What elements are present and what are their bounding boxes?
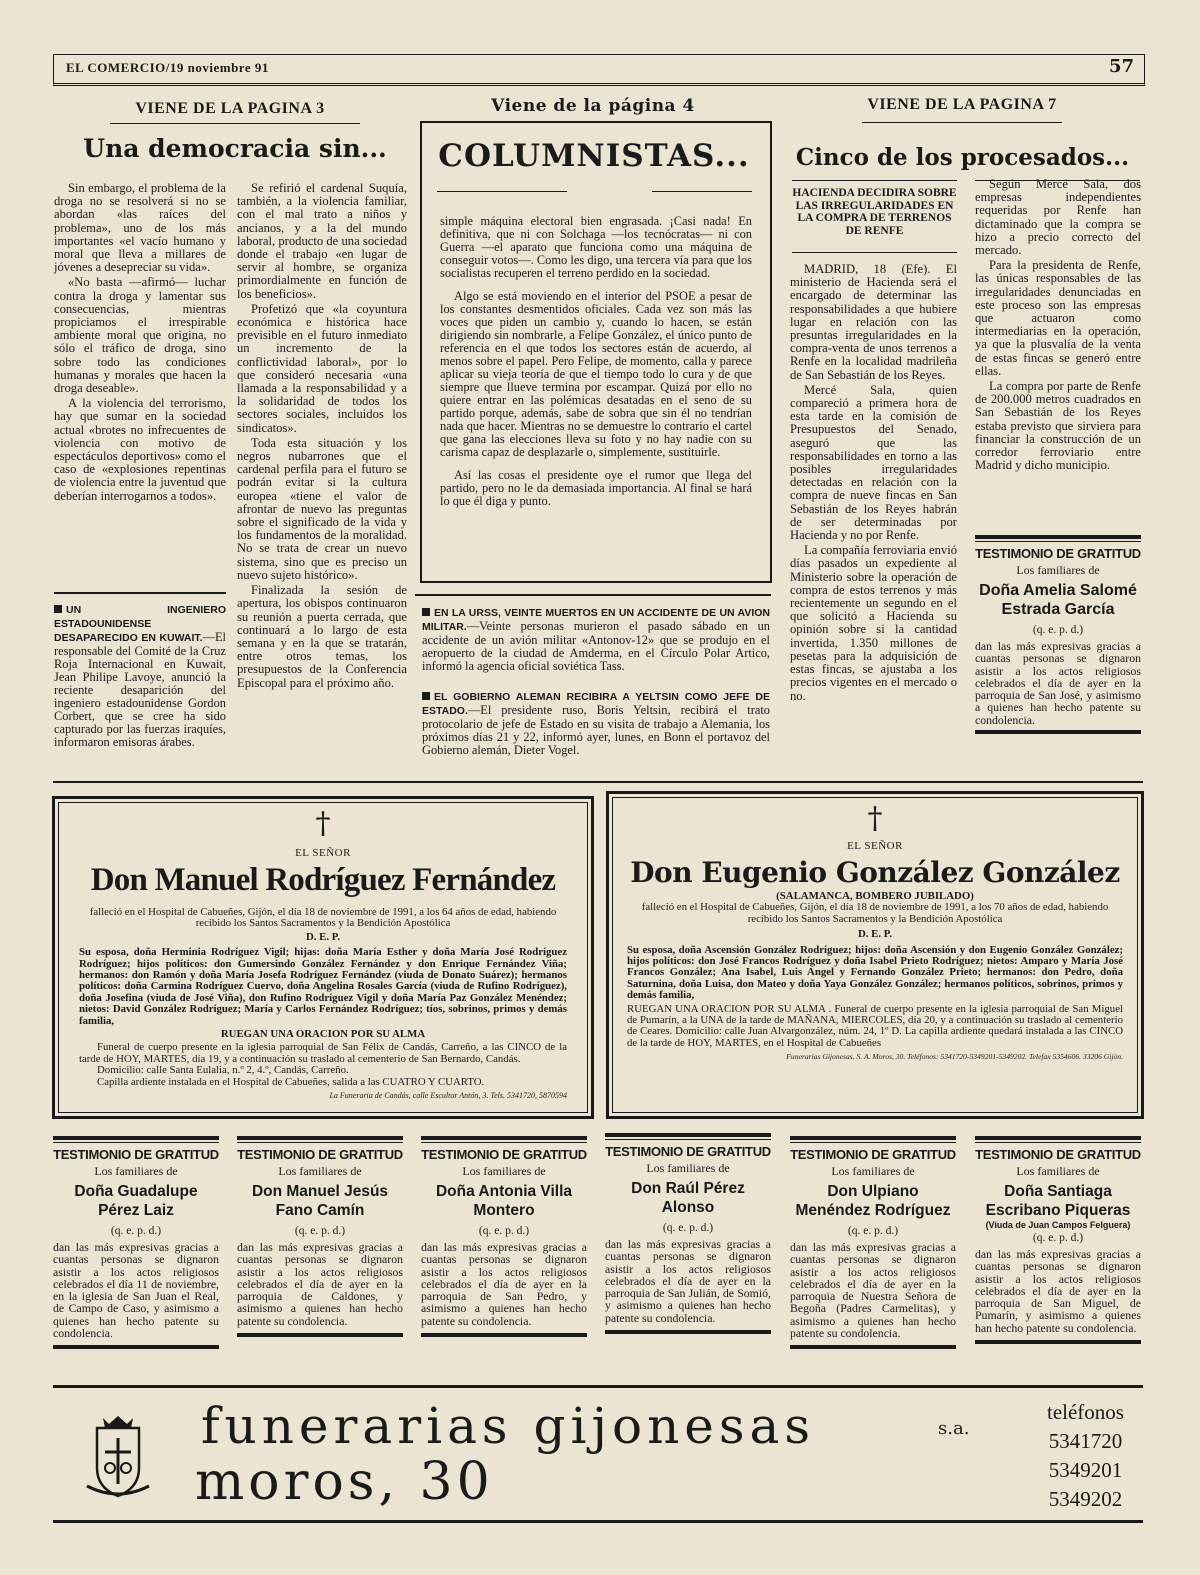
bullet-square-icon <box>422 608 430 616</box>
obit-line: falleció en el Hospital de Cabueñes, Gijón, el día 18 de noviembre de 1991, a los 70 años de edad, habiendo recibido los Santos Sacramentos y la Bendición Apostólica <box>641 901 1109 925</box>
notice-family: Los familiares de <box>1016 563 1100 577</box>
ad-brand: funerarias gijonesas <box>201 1397 815 1455</box>
ad-top-rule <box>53 1385 1143 1388</box>
phone-number: 5349201 <box>1048 1458 1123 1482</box>
left-kicker-rule <box>110 123 360 124</box>
obituary-left <box>52 796 594 1119</box>
paragraph: MADRID, 18 (Efe). El ministerio de Hacienda será el encargado de determinar las responsabilidades a que hubiere lugar en relación con las presuntas irregularidades en la compra-venta de unos terrenos a Renfe en la localidad madrileña de San Sebastián de los Reyes. <box>790 262 957 382</box>
notice-name: Doña Santiaga Escribano Piqueras <box>985 1183 1131 1219</box>
notice-rule <box>975 1136 1141 1140</box>
brief-body: —El responsable del Comité de la Cruz Roja Internacional en Kuwait, Jean Philipe Lavoye, anunció la reciente desaparición del ingeniero estadounidense Gordon Corbert, que se cree ha sido capturado por las fuerzas iraquíes, informaron emisoras árabes. <box>54 630 226 749</box>
center-brief-rule <box>415 594 771 596</box>
obit-line: falleció en el Hospital de Cabueñes, Gijón, el día 18 de noviembre de 1991, a los 64 años de edad, habiendo recibido los Santos Sacramentos y la Bendición Apostólica <box>89 906 557 930</box>
gratitude-notice <box>790 1136 956 1349</box>
notice-qepd: (q. e. p. d.) <box>662 1222 714 1234</box>
masthead: EL COMERCIO/19 noviembre 91 <box>66 60 269 75</box>
notice-family: Los familiares de <box>646 1161 730 1175</box>
bullet-square-icon <box>422 692 430 700</box>
phones-label: teléfonos <box>1047 1400 1124 1424</box>
notice-title: TESTIMONIO DE GRATITUD <box>605 1144 771 1159</box>
obit-funeral: RUEGAN UNA ORACION POR SU ALMA . Funeral de cuerpo presente en la iglesia parroquial de San Miguel de Pumarín, a la UNA de la tarde de MAÑANA, MIERCOLES, día 20, y a continuación su traslado al cementerio de Ceares. Domicilio: calle Juan Alvargonzález, núm. 24, 1º D. La capilla ardiente quedará instalada a las CINCO de la tarde de HOY, MARTES, en el Hospital de Cabueñes <box>627 1002 1123 1049</box>
notice-rule <box>975 1142 1141 1143</box>
notice-subtitle: (Viuda de Juan Campos Felguera) <box>985 1220 1131 1230</box>
brief-kuwait <box>54 603 226 749</box>
paragraph: Se refirió el cardenal Suquía, también, a la violencia familiar, con el mal trato a niños y ancianos, y a la del mundo laboral, producto de una sociedad donde el trabajo «en lugar de servir al hombre, se organiza primordialmente en función de los beneficios». <box>237 181 407 301</box>
left-column-1 <box>54 182 226 505</box>
coat-of-arms-icon <box>83 1410 153 1500</box>
notice-rule <box>790 1345 956 1349</box>
notice-rule <box>237 1333 403 1337</box>
gratitude-notice <box>421 1136 587 1337</box>
paragraph: Para la presidenta de Renfe, las únicas responsables de las irregularidades denunciadas en este proceso son las empresas que actuaron como intermediarias en la operación, ya que la plusvalía de la venta de estas fincas se generó entre ellas. <box>975 258 1141 378</box>
obit-credit: Funerarias Gijonesas, S. A. Moros, 30. Teléfonos: 5341720-5349201-5349202. Telefax 5354606. 33206 Gijón. <box>786 1052 1123 1062</box>
obit-chapel: Capilla ardiente instalada en el Hospital de Cabueñes, salida a las CUATRO Y CUARTO. <box>97 1075 485 1088</box>
right-subhead: HACIENDA DECIDIRA SOBRE LAS IRREGULARIDADES EN LA COMPRA DE TERRENOS DE RENFE <box>792 187 957 237</box>
obit-label: EL SEÑOR <box>295 847 351 859</box>
center-kicker: Viene de la página 4 <box>491 96 695 116</box>
notice-rule <box>237 1136 403 1140</box>
brief-lead: UN INGENIERO ESTADOUNIDENSE DESAPARECIDO EN KUWAIT. <box>54 604 226 644</box>
paragraph: Según Mercé Sala, dos empresas independientes requeridas por Renfe han dictaminado que la compra se hizo a precio correcto del mercado. <box>975 177 1141 258</box>
notice-rule <box>975 730 1141 734</box>
notice-rule <box>237 1142 403 1143</box>
notice-body: dan las más expresivas gracias a cuantas personas se dignaron asistir a los actos religiosos celebrados el día de ayer en la parroquia de Nuestra Señora de Begoña (Padres Carmelitas), y asimismo a quienes han hecho patente su condolencia. <box>790 1240 956 1341</box>
obit-dep: D. E. P. <box>305 930 341 943</box>
notice-rule <box>421 1142 587 1143</box>
obit-family: Su esposa, doña Ascensión González Rodríguez; hijos: doña Ascensión y don Eugenio González González; hijos políticos: don José Francos Rodríguez y doña Isabel Prieto Rodríguez; nietos: Amparo y María José Francos González; Ana Isabel, Luis Angel y Fernando González Prieto; hermanos: don Pedro, doña Saturnina, doña Luisa, don Mateo y doña Yaya González González; hermanos políticos, sobrinos, primos y demás familia, <box>627 943 1123 1002</box>
notice-qepd: (q. e. p. d.) <box>847 1225 899 1237</box>
paragraph: Toda esta situación y los negros nubarrones que el cardenal perfila para el futuro se podrán evitar si la cultura europea «tiene el valor de afrontar de nuevo las preguntas sobre el significado de la vida y los fundamentos de la moralidad. No se trata de crear un nuevo sistema, sino que es preciso un nuevo sujeto histórico». <box>237 435 407 582</box>
right-title-rule-left <box>792 180 957 181</box>
notice-rule <box>605 1139 771 1140</box>
obit-name: Don Manuel Rodríguez Fernández <box>90 862 556 898</box>
notice-family: Los familiares de <box>831 1164 915 1178</box>
notice-title: TESTIMONIO DE GRATITUD <box>53 1147 219 1162</box>
notice-name: Don Manuel Jesús Fano Camín <box>251 1183 389 1219</box>
notice-rule <box>605 1133 771 1137</box>
center-headline: COLUMNISTAS... <box>438 138 750 174</box>
center-title-rule-right <box>652 191 752 192</box>
paragraph: Sin embargo, el problema de la droga no se resolverá si no se abordan «las raíces del problema», uno de los más importantes «el vacío humano y moral que lleva a millares de jóvenes a desepreciar su vida». <box>54 181 226 275</box>
right-column-2 <box>975 178 1141 474</box>
section-divider <box>53 781 1143 783</box>
ad-banner <box>53 1392 1143 1517</box>
notice-qepd: (q. e. p. d.) <box>1032 624 1084 636</box>
obit-credit: La Funeraria de Candás, calle Escultor Antón, 3. Tels. 5341720, 5870594 <box>329 1091 567 1101</box>
notice-title: TESTIMONIO DE GRATITUD <box>421 1147 587 1162</box>
obit-label: EL SEÑOR <box>847 840 903 852</box>
left-column-2 <box>237 182 407 692</box>
brief-yeltsin <box>422 690 770 757</box>
notice-body: dan las más expresivas gracias a cuantas personas se dignaron asistir a los actos religiosos celebrados el día de ayer en la parroquia de San José, y asimismo a quienes han hecho patente su condolencia. <box>975 639 1141 727</box>
center-column <box>440 215 752 510</box>
notice-rule <box>975 1340 1141 1344</box>
left-headline: Una democracia sin... <box>83 134 387 163</box>
obit-funeral: Funeral de cuerpo presente en la iglesia parroquial de San Félix de Candás, Carreño, a las CINCO de la tarde de HOY, MARTES, día 19, y a continuación su traslado al cementerio de San Bernardo, Candás. <box>79 1041 567 1065</box>
notice-qepd: (q. e. p. d.) <box>1032 1232 1084 1244</box>
notice-body: dan las más expresivas gracias a cuantas personas se dignaron asistir a los actos religiosos celebrados el día de ayer en la parroquia de Caldones, y asimismo a quienes han hecho patente su condolencia. <box>237 1240 403 1328</box>
brief-body: —Veinte personas murieron el pasado sábado en un accidente de un avión militar «Antonov-12» que se produjo en el aeropuerto de la ciudad de Amderma, en el Círculo Polar Artico, informó la agencia oficial soviética Tass. <box>422 619 770 673</box>
brief-body: —El presidente ruso, Boris Yeltsin, recibirá el trato protocolario de jefe de Estado en su visita de trabajo a Alemania, los próximos días 21 y 22, informó ayer, lunes, en Bonn el portavoz del Gobierno alemán, Dieter Vogel. <box>422 703 770 757</box>
notice-rule <box>421 1333 587 1337</box>
page-number: 57 <box>1108 56 1134 77</box>
notice-family: Los familiares de <box>94 1164 178 1178</box>
notice-family: Los familiares de <box>1016 1164 1100 1178</box>
notice-body: dan las más expresivas gracias a cuantas personas se dignaron asistir a los actos religiosos celebrados el día de ayer en la parroquia de San Miguel, de Pumarín, y asimismo a quienes han hecho patente su condolencia. <box>975 1247 1141 1335</box>
brief-urss <box>422 606 770 673</box>
notice-title: TESTIMONIO DE GRATITUD <box>790 1147 956 1162</box>
obituary-right <box>606 791 1144 1119</box>
notice-rule <box>975 541 1141 542</box>
gratitude-notice <box>975 1136 1141 1344</box>
left-kicker: VIENE DE LA PAGINA 3 <box>135 100 325 117</box>
cross-icon: † <box>867 801 883 836</box>
page-header <box>53 54 1145 86</box>
notice-name: Doña Amelia Salomé Estrada García <box>979 582 1137 618</box>
notice-name: Doña Antonia Villa Montero <box>435 1183 573 1219</box>
notice-rule <box>53 1136 219 1140</box>
notice-title: TESTIMONIO DE GRATITUD <box>975 546 1141 561</box>
notice-rule <box>421 1136 587 1140</box>
center-title-rule-left <box>437 191 567 192</box>
left-brief-rule <box>54 592 226 594</box>
notice-qepd: (q. e. p. d.) <box>294 1225 346 1237</box>
paragraph: La compañía ferroviaria envió días pasados un expediente al Ministerio sobre la operación de compra de estos terrenos y más recientemente un segundo en el que solicitó a Hacienda su opinión sobre si la cantidad invertida, 1.350 millones de pesetas para la adquisición de estas fincas, se ajustaba a los precios vigentes en el mercado o no. <box>790 543 957 703</box>
right-column-1 <box>790 263 957 705</box>
paragraph: Así las cosas el presidente oye el rumor que llega del partido, pero no le da demasiada importancia. Al final se hará lo que él diga y punto. <box>440 468 752 508</box>
phone-number: 5341720 <box>1048 1429 1123 1453</box>
notice-family: Los familiares de <box>278 1164 362 1178</box>
obit-pray: RUEGAN UNA ORACION POR SU ALMA <box>220 1028 426 1041</box>
paragraph: simple máquina electoral bien engrasada. ¡Casi nada! En definitiva, que ni con Solchaga —los tecnócratas— ni con Guerra —el aparato que funciona como una máquina de conseguir votos—. Como les digo, una tercera vía para que los socialistas recuperen el terreno perdido en la sociedad. <box>440 214 752 280</box>
brief-lead: EL GOBIERNO ALEMAN RECIBIRA A YELTSIN COMO JEFE DE ESTADO. <box>422 691 770 717</box>
notice-family: Los familiares de <box>462 1164 546 1178</box>
notice-rule <box>790 1142 956 1143</box>
paragraph: Mercé Sala, quien compareció a primera hora de esta tarde en la comisión de Presupuestos del Senado, aseguró que las responsabilidades en torno a las posibles irregularidades detectadas en relación con la compra de nueve fincas en San Sebastián de los Reyes habrán de ser determinadas por Hacienda y no por Renfe. <box>790 382 957 543</box>
notice-body: dan las más expresivas gracias a cuantas personas se dignaron asistir a los actos religiosos celebrados el día 11 de noviembre, en la iglesia de San Juan el Real, de Campo de Caso, y asimismo a quienes han hecho patente su condolencia. <box>53 1240 219 1341</box>
right-kicker: VIENE DE LA PAGINA 7 <box>867 96 1057 113</box>
notice-rule <box>975 535 1141 539</box>
notice-name: Don Raúl Pérez Alonso <box>631 1180 745 1216</box>
paragraph: A la violencia del terrorismo, hay que sumar en la sociedad actual «brotes no infrecuentes de violencia con motivo de espectáculos deportivos» como el caso de «explosiones repentinas de violencia entre la juventud que deberían interrogarnos a todos». <box>54 396 226 503</box>
notice-rule <box>790 1136 956 1140</box>
ad-phones <box>1038 1398 1133 1514</box>
paragraph: «No basta —afirmó— luchar contra la droga y lamentar sus consecuencias, mientras propiciamos el irrespirable ambiente moral que origina, no sólo el tráfico de droga, sino sobre todo las condiciones humanas y morales que hacen la droga deseable». <box>54 275 226 396</box>
paragraph: La compra por parte de Renfe de 200.000 metros cuadrados en San Sebastián de los Reyes estaba previsto que sirviera para financiar la construcción de un corredor ferroviario entre Madrid y dicho municipio. <box>975 379 1141 473</box>
notice-body: dan las más expresivas gracias a cuantas personas se dignaron asistir a los actos religiosos celebrados el día de ayer en la parroquia de San Julián, de Somió, y asimismo a quienes han hecho patente su condolencia. <box>605 1237 771 1325</box>
paragraph: Finalizada la sesión de apertura, los obispos continuaron su reunión a puerta cerrada, que continuará a lo largo de esta semana y en la que se tratarán, entre otros temas, los presupuestos de la Conferencia Episcopal para el próximo año. <box>237 583 407 690</box>
obit-dep: D. E. P. <box>857 928 893 941</box>
right-headline: Cinco de los procesados... <box>795 144 1130 171</box>
right-kicker-rule <box>862 122 1062 123</box>
notice-rule <box>53 1142 219 1143</box>
ad-bottom-rule <box>53 1520 1143 1523</box>
obit-family: Su esposa, doña Herminia Rodríguez Vigil; hijas: doña María Esther y doña María José Rodríguez Rodríguez; hijos políticos: don Gumersindo González Fernández y don Enrique Fernández Viña; hermanos: don Ramón y doña María Josefa Rodríguez Fernández (viuda de Donato Suárez); hermanos políticos: doña Carmina Rodríguez Cuervo, doña Angelina Rosales García (viuda de Rufino Rodríguez), doña Josefina (viuda de José Viña), don Rufino Rodríguez Vigil y doña María Paz González Menéndez; nietos: David González Rodríguez; María y Carlos Fernández Rodríguez; tíos, sobrinos, primos y demás familia, <box>79 946 567 1027</box>
notice-qepd: (q. e. p. d.) <box>478 1225 530 1237</box>
notice-qepd: (q. e. p. d.) <box>110 1225 162 1237</box>
phone-number: 5349202 <box>1048 1487 1123 1511</box>
notice-body: dan las más expresivas gracias a cuantas personas se dignaron asistir a los actos religiosos celebrados el día de ayer en la parroquia de San Pedro, y asimismo a quienes han hecho patente su condolencia. <box>421 1240 587 1328</box>
paragraph: Algo se está moviendo en el interior del PSOE a pesar de los constantes desmentidos oficiales. Cada vez son más las voces que piden un cambio y, cuando lo hacen, se están dirigiendo sin nombrarle, a Felipe González, el único punto de referencia en el que todos los sectores están de acuerdo, al menos sobre el papel. Pero Felipe, de momento, calla y parece aplicar su vieja teoría de que el tiempo todo lo cura y de que siempre que llueve termina por escampar. Quizá por ello no quiere entrar en las polémicas desatadas en el seno de su partido porque, además, sabe de sobra que sin él no tendrían nada que hacer. Mientras no se demuestre lo contrario el cartel que gana las elecciones lleva su foto y no hay nadie con su carisma capaz de desplazarle o, simplemente, sustituirle. <box>440 289 752 459</box>
cross-icon: † <box>315 806 331 841</box>
paragraph: Profetizó que «la coyuntura económica e histórica hace previsible en el futuro inmediato un incremento de la conflictividad laboral», por lo que consideró necesaria «una llamada a la responsabilidad y a la solidaridad de todos los sectores sociales, incluidos los sindicatos». <box>237 301 407 435</box>
bullet-square-icon <box>54 605 62 613</box>
notice-title: TESTIMONIO DE GRATITUD <box>237 1147 403 1162</box>
obit-domicile: Domicilio: calle Santa Eulalia, n.º 2, 4.º, Candás, Carreño. <box>97 1064 349 1077</box>
notice-rule <box>605 1330 771 1334</box>
gratitude-notice <box>53 1136 219 1349</box>
gratitude-notice <box>605 1133 771 1334</box>
brief-lead: EN LA URSS, VEINTE MUERTOS EN UN ACCIDENTE DE UN AVION MILITAR. <box>422 607 770 633</box>
notice-name: Doña Guadalupe Pérez Laiz <box>74 1183 198 1219</box>
notice-rule <box>53 1345 219 1349</box>
obit-name: Don Eugenio González González <box>630 856 1120 889</box>
ad-sa: s.a. <box>938 1418 970 1439</box>
notice-title: TESTIMONIO DE GRATITUD <box>975 1147 1141 1162</box>
obit-subtitle: (SALAMANCA, BOMBERO JUBILADO) <box>776 890 974 902</box>
ad-address: moros, 30 <box>195 1452 494 1512</box>
gratitude-notice-top <box>975 535 1141 734</box>
notice-name: Don Ulpiano Menéndez Rodríguez <box>795 1183 951 1219</box>
gratitude-notice <box>237 1136 403 1337</box>
right-subhead-rule <box>792 252 957 253</box>
